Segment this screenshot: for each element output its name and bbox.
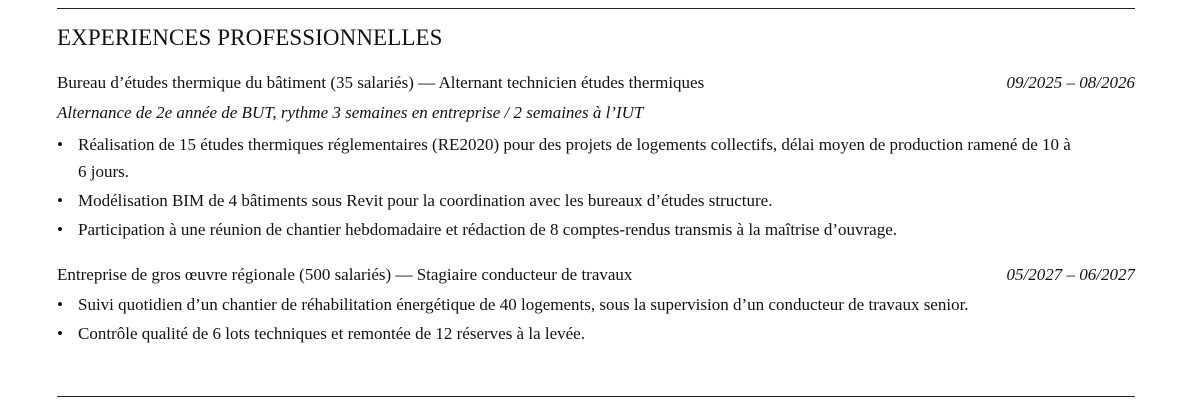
list-item [57, 131, 1077, 185]
bullet-glyph: • [57, 220, 63, 239]
job-header-2 [57, 264, 1135, 286]
bottom-divider [57, 396, 1135, 397]
job-dates-1: 09/2025 – 08/2026 [1006, 73, 1135, 92]
job-bullets-2 [57, 291, 1077, 349]
job-bullets-1 [57, 131, 1077, 245]
list-item [57, 187, 1077, 214]
job-dates-2: 05/2027 – 06/2027 [1006, 265, 1135, 284]
bullet-text: Participation à une réunion de chantier hebdomadaire et rédaction de 8 comptes-rendus transmis à la maîtrise d’ouvrage. [78, 220, 898, 239]
top-divider [57, 8, 1135, 9]
bullet-text: Contrôle qualité de 6 lots techniques et remontée de 12 réserves à la levée. [78, 324, 585, 343]
list-item [57, 216, 1077, 243]
bullet-glyph: • [57, 191, 63, 210]
section-title: EXPERIENCES PROFESSIONNELLES [57, 25, 443, 50]
bullet-glyph: • [57, 135, 63, 154]
bullet-glyph: • [57, 295, 63, 314]
bullet-text: Réalisation de 15 études thermiques réglementaires (RE2020) pour des projets de logements collectifs, délai moyen de production ramené de 10 à 6 jours. [78, 135, 1071, 181]
list-item [57, 320, 1077, 347]
job-header-1 [57, 72, 1135, 94]
bullet-text: Suivi quotidien d’un chantier de réhabilitation énergétique de 40 logements, sous la supervision d’un conducteur de travaux senior. [78, 295, 969, 314]
bullet-glyph: • [57, 324, 63, 343]
list-item [57, 291, 1077, 318]
job-title-1: Bureau d’études thermique du bâtiment (35 salariés) — Alternant technicien études thermiques [57, 73, 705, 92]
job-title-2: Entreprise de gros œuvre régionale (500 salariés) — Stagiaire conducteur de travaux [57, 265, 633, 284]
job-subtitle-1: Alternance de 2e année de BUT, rythme 3 semaines en entreprise / 2 semaines à l’IUT [57, 103, 644, 122]
bullet-text: Modélisation BIM de 4 bâtiments sous Revit pour la coordination avec les bureaux d’études structure. [78, 191, 773, 210]
experience-section [57, 0, 1135, 404]
